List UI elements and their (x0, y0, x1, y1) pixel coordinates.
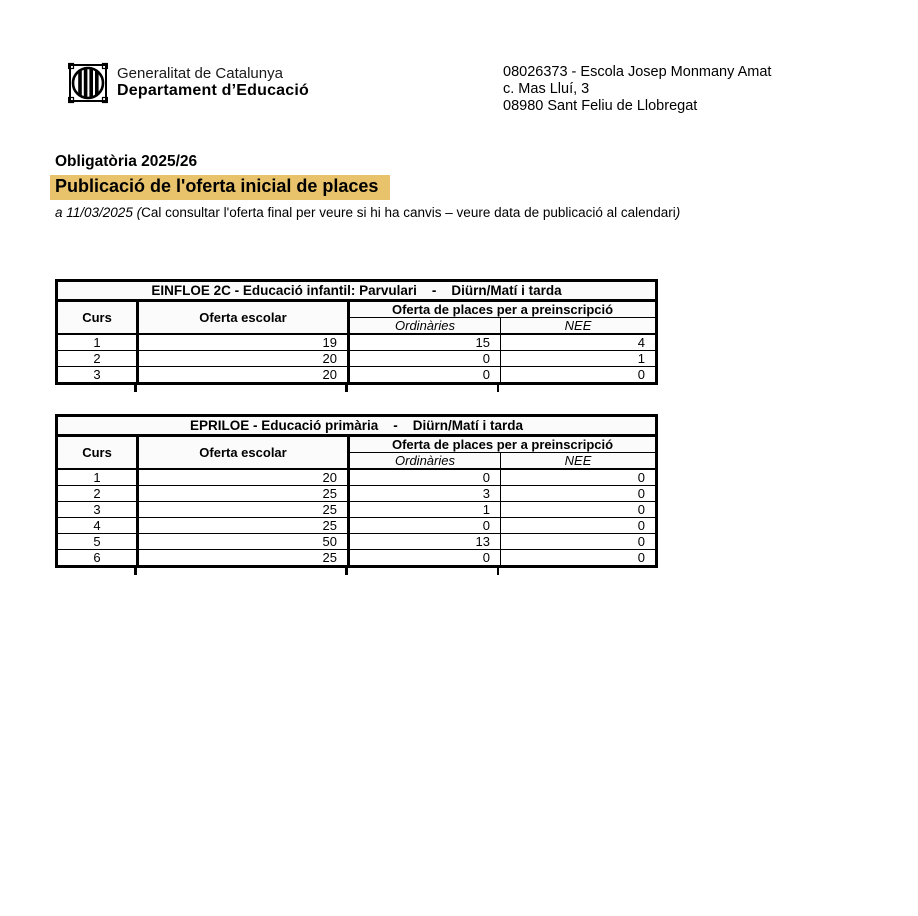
col-header-preinscripcio-group: Oferta de places per a preinscripció (349, 436, 657, 453)
offer-table-infantil (55, 279, 655, 393)
table-row (57, 334, 657, 351)
date-note-close-paren: ) (675, 205, 681, 220)
table-row (57, 502, 657, 518)
logo-org-name: Generalitat de Catalunya (117, 65, 283, 82)
logo-text (117, 62, 309, 100)
oferta-escolar-value: 19 (138, 334, 349, 351)
ordinaries-value: 0 (349, 518, 501, 534)
ordinaries-value: 0 (349, 351, 501, 367)
nee-value: 0 (501, 502, 657, 518)
col-header-oferta-escolar: Oferta escolar (138, 436, 349, 470)
table-row (57, 518, 657, 534)
table-border-stubs (55, 385, 655, 393)
col-header-oferta-escolar: Oferta escolar (138, 301, 349, 335)
curs-value: 4 (57, 518, 138, 534)
ordinaries-value: 3 (349, 486, 501, 502)
table-title: EPRILOE - Educació primària - Diürn/Matí i tarda (57, 416, 657, 436)
curs-value: 5 (57, 534, 138, 550)
col-header-curs: Curs (57, 436, 138, 470)
generalitat-senyera-icon (68, 62, 108, 109)
table-row (57, 351, 657, 367)
publication-date-note (55, 205, 680, 220)
table-row (57, 534, 657, 550)
nee-value: 0 (501, 367, 657, 384)
oferta-escolar-value: 50 (138, 534, 349, 550)
oferta-escolar-value: 20 (138, 351, 349, 367)
curs-value: 1 (57, 469, 138, 486)
table-row (57, 469, 657, 486)
col-header-ordinaries: Ordinàries (349, 318, 501, 335)
curs-value: 2 (57, 486, 138, 502)
oferta-escolar-value: 25 (138, 518, 349, 534)
curs-value: 1 (57, 334, 138, 351)
col-header-nee: NEE (501, 318, 657, 335)
curs-value: 3 (57, 367, 138, 384)
table-row (57, 486, 657, 502)
col-header-preinscripcio-group: Oferta de places per a preinscripció (349, 301, 657, 318)
oferta-escolar-value: 20 (138, 469, 349, 486)
nee-value: 0 (501, 534, 657, 550)
oferta-escolar-value: 20 (138, 367, 349, 384)
table-row (57, 367, 657, 384)
stage-pretitle: Obligatòria 2025/26 (55, 153, 198, 170)
school-city: 08980 Sant Feliu de Llobregat (503, 98, 698, 114)
curs-value: 2 (57, 351, 138, 367)
oferta-escolar-value: 25 (138, 550, 349, 567)
ordinaries-value: 1 (349, 502, 501, 518)
nee-value: 0 (501, 518, 657, 534)
ordinaries-value: 0 (349, 550, 501, 567)
date-note-text: Cal consultar l'oferta final per veure si hi ha canvis – veure data de publicació al calendari (141, 205, 676, 220)
nee-value: 0 (637, 470, 646, 485)
nee-value: 0 (501, 550, 657, 567)
nee-value: 0 (501, 486, 657, 502)
col-header-ordinaries: Ordinàries (349, 453, 501, 470)
school-street: c. Mas Lluí, 3 (503, 81, 590, 97)
ordinaries-value: 13 (349, 534, 501, 550)
curs-value: 3 (57, 502, 138, 518)
school-code-name: 08026373 - Escola Josep Monmany Amat (503, 64, 772, 80)
ordinaries-value: 0 (349, 469, 501, 486)
table-row (57, 550, 657, 567)
page-title: Publicació de l'oferta inicial de places (50, 175, 390, 200)
publication-date: a 11/03/2025 ( (55, 205, 142, 220)
oferta-escolar-value: 25 (138, 486, 349, 502)
nee-value: 1 (501, 351, 657, 367)
table-title: EINFLOE 2C - Educació infantil: Parvulari - Diürn/Matí i tarda (57, 281, 657, 301)
ordinaries-value: 0 (349, 367, 501, 384)
oferta-escolar-value: 25 (138, 502, 349, 518)
col-header-curs: Curs (57, 301, 138, 335)
logo-department-name: Departament d’Educació (117, 82, 310, 99)
ordinaries-value: 15 (349, 334, 501, 351)
offer-table-primaria (55, 414, 655, 576)
generalitat-logo (68, 62, 309, 109)
school-address (503, 64, 771, 115)
curs-value: 6 (57, 550, 138, 567)
table-border-stubs (55, 568, 655, 576)
nee-value: 4 (637, 335, 646, 350)
col-header-nee: NEE (501, 453, 657, 470)
